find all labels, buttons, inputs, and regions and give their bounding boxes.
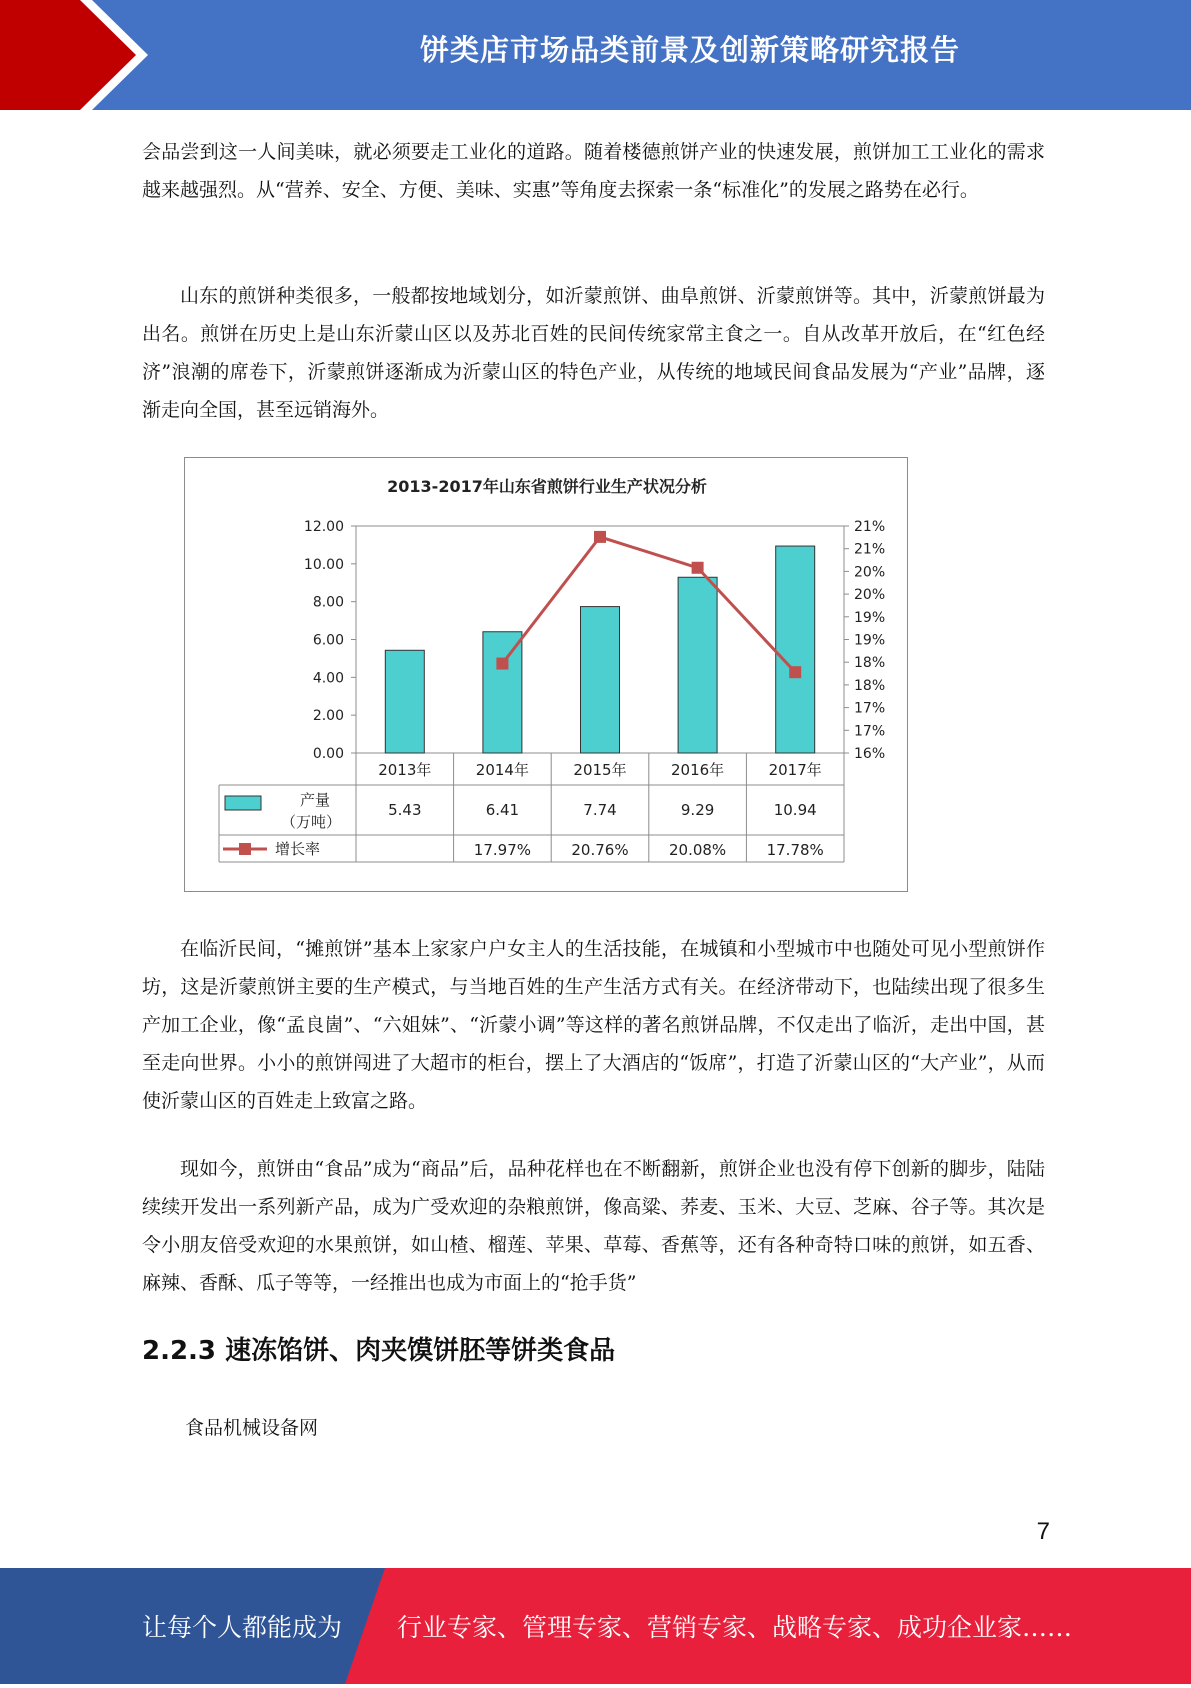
y-right-tick-label: 19% [854,609,886,626]
y-left-tick-label: 10.00 [303,556,344,573]
y-right-tick-label: 20% [854,564,886,581]
bar [776,546,815,753]
x-category-label: 2016年 [671,761,725,779]
y-right-tick-label: 17% [854,723,886,740]
y-right-tick-label: 18% [854,677,886,694]
page-number: 7 [1036,1518,1050,1545]
y-right-tick-label: 21% [854,519,886,535]
footer-slogan-right: 行业专家、管理专家、营销专家、战略专家、成功企业家…… [397,1613,1073,1642]
paragraph-2: 山东的煎饼种类很多，一般都按地域划分，如沂蒙煎饼、曲阜煎饼、沂蒙煎饼等。其中，沂蒙煎饼最为出名。煎饼在历史上是山东沂蒙山区以及苏北百姓的民间传统家常主食之一。自从改革开放后，在“红色经济”浪潮的席卷下，沂蒙煎饼逐渐成为沂蒙山区的特色产业，从传统的地域民间食品发展为“产业”品牌，逐渐走向全国，甚至远销海外。 [142,285,1045,421]
paragraph-4: 现如今，煎饼由“食品”成为“商品”后，品种花样也在不断翻新，煎饼企业也没有停下创新的脚步，陆陆续续开发出一系列新产品，成为广受欢迎的杂粮煎饼，像高粱、荞麦、玉米、大豆、芝麻、谷子等。其次是令小朋友倍受欢迎的水果煎饼，如山楂、榴莲、苹果、草莓、香蕉等，还有各种奇特口味的煎饼，如五香、麻辣、香酥、瓜子等等，一经推出也成为市面上的“抢手货” [142,1158,1045,1294]
paragraph-3: 在临沂民间，“摊煎饼”基本上家家户户女主人的生活技能，在城镇和小型城市中也随处可见小型煎饼作坊，这是沂蒙煎饼主要的生产模式，与当地百姓的生产生活方式有关。在经济带动下，也陆续出现了很多生产加工企业，像“孟良崮”、“六姐妹”、“沂蒙小调”等这样的著名煎饼品牌，不仅走出了临沂，走出中国，甚至走向世界。小小的煎饼闯进了大超市的柜台，摆上了大酒店的“饭席”，打造了沂蒙山区的“大产业”，从而使沂蒙山区的百姓走上致富之路。 [142,938,1045,1112]
source-note: 食品机械设备网 [185,1417,319,1439]
y-right-tick-label: 17% [854,700,886,717]
legend-line-label: 增长率 [275,840,321,858]
legend-line-marker [239,843,251,855]
chart-title: 2013-2017年山东省煎饼行业生产状况分析 [387,477,707,496]
y-left-tick-label: 12.00 [303,519,344,535]
y-right-tick-label: 18% [854,655,886,672]
section-heading: 2.2.3 速冻馅饼、肉夹馍饼胚等饼类食品 [142,1336,616,1366]
table-value-output: 9.29 [680,801,715,819]
table-value-output: 6.41 [485,801,520,819]
y-left-tick-label: 0.00 [312,746,344,762]
legend-bar-label-unit: （万吨） [280,813,342,831]
y-right-tick-label: 16% [854,746,886,762]
x-category-label: 2015年 [573,761,627,779]
bar [678,577,717,753]
line-marker [692,562,704,574]
table-value-output: 10.94 [773,801,817,819]
table-value-growth: 20.08% [668,841,727,859]
paragraph-1: 会品尝到这一人间美味，就必须要走工业化的道路。随着楼德煎饼产业的快速发展，煎饼加工工业化的需求越来越强烈。从“营养、安全、方便、美味、实惠”等角度去探索一条“标准化”的发展之路势在必行。 [142,141,1045,201]
chart-figure [184,457,908,892]
table-value-growth: 20.76% [571,841,629,859]
page-header [0,0,1191,110]
combo-chart [185,458,907,891]
footer-slogan-left: 让每个人都能成为 [142,1613,343,1642]
bar [385,650,424,753]
legend-bar-label: 产量 [299,791,331,809]
y-left-tick-label: 2.00 [312,708,344,725]
bar [581,607,620,753]
growth-rate-line [502,537,795,672]
table-value-growth: 17.97% [473,841,532,859]
header-title: 饼类店市场品类前景及创新策略研究报告 [419,33,960,67]
y-left-tick-label: 8.00 [312,594,344,611]
table-value-output: 7.74 [583,801,617,819]
line-marker [496,658,508,670]
y-left-tick-label: 6.00 [312,632,344,649]
x-category-label: 2017年 [768,761,822,779]
bar [483,632,522,753]
table-value-output: 5.43 [388,801,422,819]
legend-bar-swatch [225,796,261,810]
y-right-tick-label: 20% [854,587,886,604]
line-marker [789,666,801,678]
line-marker [594,531,606,543]
x-category-label: 2013年 [378,761,432,779]
table-value-growth: 17.78% [766,841,824,859]
y-left-tick-label: 4.00 [312,670,344,687]
y-right-tick-label: 19% [854,632,886,649]
x-category-label: 2014年 [475,761,529,779]
y-right-tick-label: 21% [854,541,886,558]
